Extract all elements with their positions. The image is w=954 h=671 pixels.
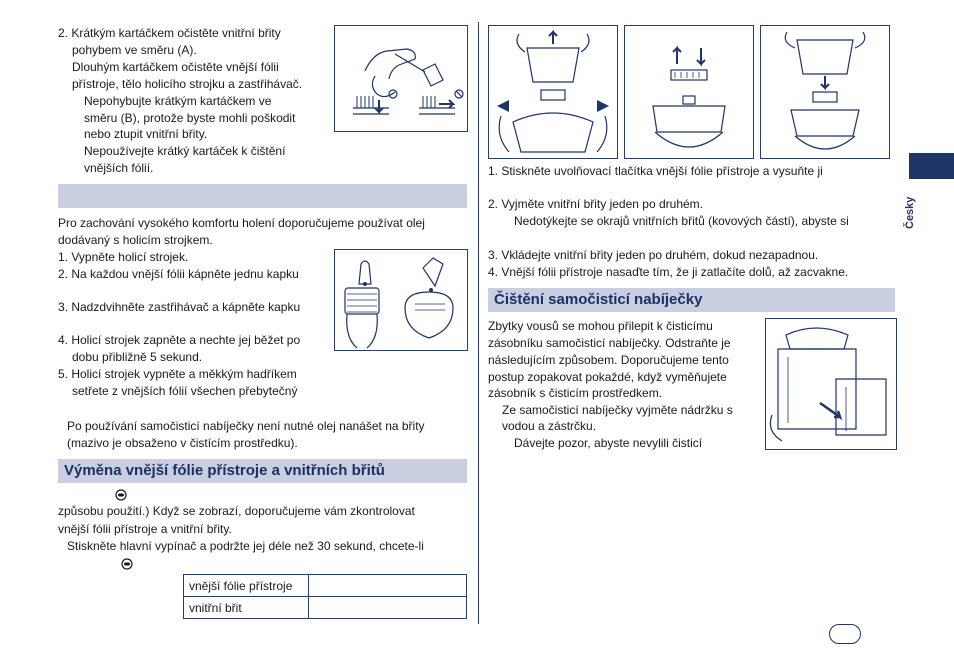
right-step-3: 3. Vkládejte vnitřní břity jeden po druhém, dokud nezapadnou. [488,248,819,262]
replace-line-1: způsobu použití.) Když se zobrazí, doporučujeme vám zkontrolovat [58,504,415,518]
table-cell [309,575,467,597]
oil-step-4: 4. Holicí strojek zapněte a nechte jej běžet po [58,333,301,347]
charger-line-7: vodou a zástrčku. [502,419,597,433]
step2-line-1: 2. Krátkým kartáčkem očistěte vnitřní břity [58,26,281,40]
page-number-oval [829,624,861,644]
power-switch-icon [121,558,133,570]
oil-step-2: 2. Na každou vnější fólii kápněte jednu kapku [58,267,299,281]
charger-line-5: zásobník s čisticím prostředkem. [488,386,663,400]
oil-section-band [58,184,467,208]
language-tab-marker [909,153,954,179]
charger-line-8: Dávejte pozor, abyste nevylili čisticí [514,436,703,450]
oil-intro-line-1: Pro zachování vysokého komfortu holení doporučujeme používat olej [58,216,425,230]
step2-line-6: směru (B), protože byste mohli poškodit [84,111,296,125]
oil-intro-line-2: dodávaný s holicím strojkem. [58,233,213,247]
oil-step-3: 3. Nadzdvihněte zastřihávač a kápněte kapku [58,300,301,314]
replace-section-title: Výměna vnější fólie přístroje a vnitřních břitů [64,462,385,479]
oil-step-4-cont: dobu přibližně 5 sekund. [72,350,203,364]
column-divider [478,22,479,624]
charger-section-band [488,288,895,312]
table-row [184,597,467,619]
replace-line-3: Stiskněte hlavní vypínač a podržte jej déle než 30 sekund, chcete-li [67,539,424,553]
oil-application-figure [334,249,468,351]
replace-line-2: vnější fólii přístroje a vnitřní břity. [58,522,232,536]
oil-step-5: 5. Holicí strojek vypněte a měkkým hadříkem [58,367,297,381]
language-tab-label: Česky [904,196,916,230]
brush-cleaning-figure [334,25,468,132]
charger-cleaning-figure [765,318,897,450]
table-cell [309,597,467,619]
remove-blades-figure [624,25,754,159]
oil-step-1: 1. Vypněte holicí strojek. [58,250,189,264]
right-step-2-note: Nedotýkejte se okrajů vnitřních břitů (kovových částí), abyste si [514,214,849,228]
prohibited-icon [455,90,463,98]
replace-section-band [58,459,467,483]
table-cell: vnitřní břit [184,597,309,619]
table-row [184,575,467,597]
charger-line-2: zásobníku samočisticí nabíječky. Odstraňte je [488,336,731,350]
step2-line-8: Nepoužívejte krátký kartáček k čištění [84,144,286,158]
oil-step-5-cont: setřete z vnějších fólií všechen přebytečný [72,384,298,398]
remove-foil-figure [488,25,618,159]
step2-line-7: nebo ztupit vnitřní břity. [84,127,208,141]
step2-line-9: vnějších fólií. [84,161,154,175]
charger-line-1: Zbytky vousů se mohou přilepit k čisticímu [488,319,713,333]
step2-line-3: Dlouhým kartáčkem očistěte vnější fólii [72,60,279,74]
oil-note-line-1: Po používání samočisticí nabíječky není nutné olej nanášet na břity [67,419,425,433]
replacement-parts-table [183,574,467,619]
step2-line-5: Nepohybujte krátkým kartáčkem ve [84,94,272,108]
oil-note-line-2: (mazivo je obsaženo v čistícím prostředku). [67,436,298,450]
charger-line-3: následujícím způsobem. Doporučujeme tento [488,353,729,367]
charger-line-4: postup zopakovat pokaždé, když vyměňujete [488,370,727,384]
table-cell: vnější fólie přístroje [184,575,309,597]
power-switch-icon [115,489,127,501]
step2-line-4: přístroje, tělo holicího strojku a zastřihávač. [72,77,303,91]
right-step-2: 2. Vyjměte vnitřní břity jeden po druhém. [488,197,703,211]
charger-line-6: Ze samočisticí nabíječky vyjměte nádržku s [502,403,733,417]
charger-section-title: Čištění samočisticí nabíječky [494,291,703,308]
step2-line-2: pohybem ve směru (A). [72,43,197,57]
attach-foil-figure [760,25,890,159]
right-step-1: 1. Stiskněte uvolňovací tlačítka vnější fólie přístroje a vysuňte ji [488,164,823,178]
right-step-4: 4. Vnější fólii přístroje nasaďte tím, že ji zatlačíte dolů, až zacvakne. [488,265,849,279]
